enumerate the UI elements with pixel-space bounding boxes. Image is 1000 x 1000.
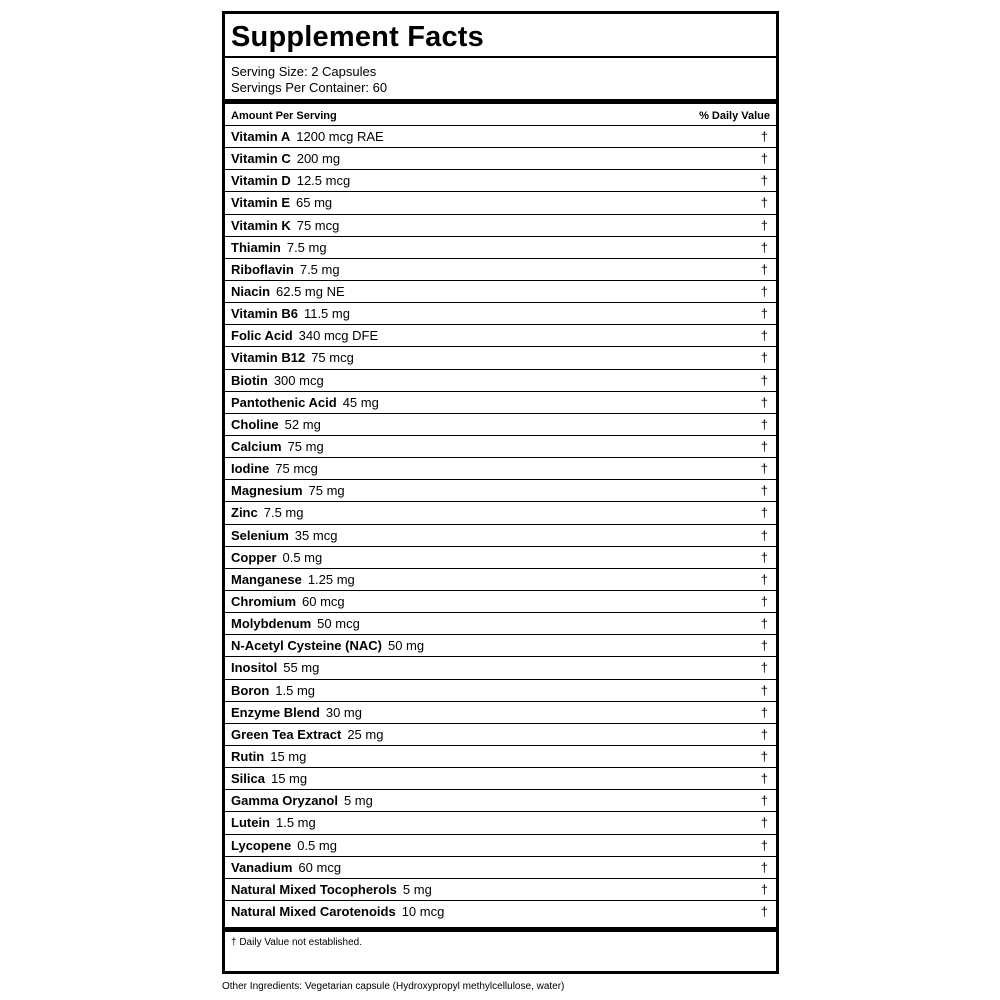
nutrient-name: Calcium — [231, 438, 282, 454]
daily-value-dagger: † — [760, 173, 768, 189]
daily-value-dagger: † — [760, 837, 768, 853]
serving-size: Serving Size: 2 Capsules — [231, 64, 377, 79]
nutrient-row — [225, 856, 776, 878]
nutrient-name: Biotin — [231, 372, 268, 388]
daily-value-dagger: † — [760, 616, 768, 632]
nutrient-name: Natural Mixed Tocopherols — [231, 881, 397, 897]
daily-value-dagger: † — [760, 394, 768, 410]
column-header — [231, 108, 770, 124]
daily-value-dagger: † — [760, 881, 768, 897]
nutrient-row — [225, 701, 776, 723]
nutrient-amount: 0.5 mg — [297, 837, 337, 853]
thick-divider-top — [225, 99, 776, 104]
nutrient-list — [225, 125, 776, 922]
supplement-facts-panel — [222, 11, 779, 974]
nutrient-row — [225, 789, 776, 811]
nutrient-name: Chromium — [231, 593, 296, 609]
thick-divider-bottom — [225, 927, 776, 932]
daily-value-dagger: † — [760, 483, 768, 499]
nutrient-row — [225, 413, 776, 435]
nutrient-amount: 15 mg — [270, 771, 308, 787]
nutrient-amount: 5 mg — [343, 793, 373, 809]
daily-value-dagger: † — [760, 217, 768, 233]
nutrient-name: Thiamin — [231, 239, 281, 255]
nutrient-amount: 5 mg — [402, 881, 432, 897]
daily-value-dagger: † — [760, 704, 768, 720]
daily-value-dagger: † — [760, 549, 768, 565]
nutrient-name: Vitamin B6 — [231, 306, 298, 322]
footnote: † Daily Value not established. — [231, 937, 363, 948]
daily-value-dagger: † — [760, 771, 768, 787]
nutrient-name: Gamma Oryzanol — [231, 793, 338, 809]
daily-value-dagger: † — [760, 261, 768, 277]
nutrient-row — [225, 679, 776, 701]
nutrient-amount: 15 mg — [270, 748, 307, 764]
nutrient-amount: 75 mg — [308, 483, 345, 499]
daily-value-dagger: † — [760, 527, 768, 543]
nutrient-amount: 75 mcg — [275, 461, 318, 477]
nutrient-amount: 1.5 mg — [275, 682, 316, 698]
nutrient-amount: 55 mg — [283, 660, 320, 676]
nutrient-name: Niacin — [231, 283, 271, 299]
nutrient-name: Vitamin C — [231, 151, 291, 167]
nutrient-row — [225, 258, 776, 280]
nutrient-name: Vanadium — [231, 859, 293, 875]
nutrient-amount: 60 mcg — [298, 859, 342, 875]
nutrient-amount: 35 mcg — [294, 527, 338, 543]
nutrient-name: Inositol — [231, 660, 278, 676]
nutrient-row — [225, 214, 776, 236]
daily-value-dagger: † — [760, 682, 768, 698]
nutrient-name: Manganese — [231, 571, 302, 587]
nutrient-name: Rutin — [231, 748, 265, 764]
daily-value-dagger: † — [760, 151, 768, 167]
nutrient-row — [225, 324, 776, 346]
nutrient-amount: 10 mcg — [401, 903, 445, 919]
nutrient-name: Copper — [231, 549, 277, 565]
nutrient-amount: 50 mg — [387, 638, 425, 654]
nutrient-amount: 11.5 mg — [303, 306, 350, 322]
nutrient-amount: 60 mcg — [302, 593, 345, 609]
daily-value-dagger: † — [760, 859, 768, 875]
nutrient-name: Zinc — [231, 505, 258, 521]
daily-value-dagger: † — [760, 593, 768, 609]
daily-value-label: % Daily Value — [699, 110, 770, 122]
nutrient-amount: 52 mg — [284, 416, 321, 432]
daily-value-dagger: † — [760, 350, 768, 366]
nutrient-name: Vitamin E — [231, 195, 291, 211]
nutrient-row — [225, 524, 776, 546]
nutrient-row — [225, 169, 776, 191]
nutrient-name: Enzyme Blend — [231, 704, 320, 720]
nutrient-row — [225, 834, 776, 856]
nutrient-name: Magnesium — [231, 483, 303, 499]
daily-value-dagger: † — [760, 438, 768, 454]
nutrient-row — [225, 391, 776, 413]
nutrient-row — [225, 723, 776, 745]
nutrient-name: Molybdenum — [231, 616, 312, 632]
nutrient-amount: 65 mg — [296, 195, 333, 211]
nutrient-row — [225, 302, 776, 324]
nutrient-row — [225, 147, 776, 169]
nutrient-row — [225, 501, 776, 523]
nutrient-row — [225, 878, 776, 900]
nutrient-amount: 30 mg — [325, 704, 362, 720]
daily-value-dagger: † — [760, 571, 768, 587]
nutrient-amount: 7.5 mg — [299, 261, 340, 277]
nutrient-name: N-Acetyl Cysteine (NAC) — [231, 638, 382, 654]
daily-value-dagger: † — [760, 129, 768, 144]
nutrient-row — [225, 435, 776, 457]
nutrient-amount: 62.5 mg NE — [276, 283, 345, 299]
nutrient-name: Selenium — [231, 527, 289, 543]
other-ingredients: Other Ingredients: Vegetarian capsule (Hydroxypropyl methylcellulose, water) — [222, 981, 565, 992]
nutrient-row — [225, 745, 776, 767]
nutrient-amount: 1.25 mg — [307, 571, 355, 587]
nutrient-row — [225, 634, 776, 656]
nutrient-row — [225, 656, 776, 678]
nutrient-row — [225, 280, 776, 302]
nutrient-row — [225, 369, 776, 391]
title-divider — [225, 56, 776, 58]
daily-value-dagger: † — [760, 793, 768, 809]
nutrient-amount: 75 mcg — [311, 350, 354, 366]
daily-value-dagger: † — [760, 239, 768, 255]
nutrient-amount: 75 mg — [287, 438, 324, 454]
nutrient-name: Vitamin K — [231, 217, 291, 233]
daily-value-dagger: † — [760, 505, 768, 521]
nutrient-row — [225, 346, 776, 368]
daily-value-dagger: † — [760, 461, 768, 477]
servings-per-container: Servings Per Container: 60 — [231, 80, 388, 95]
nutrient-name: Lycopene — [231, 837, 292, 853]
nutrient-amount: 200 mg — [296, 151, 341, 167]
nutrient-name: Vitamin D — [231, 173, 291, 189]
nutrient-name: Pantothenic Acid — [231, 394, 337, 410]
daily-value-dagger: † — [760, 638, 768, 654]
nutrient-row — [225, 612, 776, 634]
nutrient-amount: 0.5 mg — [282, 549, 323, 565]
serving-info — [231, 64, 387, 96]
daily-value-dagger: † — [760, 416, 768, 432]
nutrient-row — [225, 457, 776, 479]
nutrient-row — [225, 191, 776, 213]
nutrient-amount: 340 mcg DFE — [298, 328, 379, 344]
nutrient-amount: 75 mcg — [296, 217, 340, 233]
nutrient-amount: 12.5 mcg — [296, 173, 351, 189]
nutrient-name: Choline — [231, 416, 279, 432]
nutrient-row — [225, 568, 776, 590]
nutrient-row — [225, 767, 776, 789]
daily-value-dagger: † — [760, 660, 768, 676]
amount-per-serving-label: Amount Per Serving — [231, 110, 337, 122]
nutrient-amount: 50 mcg — [317, 616, 360, 632]
nutrient-name: Green Tea Extract — [231, 726, 342, 742]
nutrient-name: Natural Mixed Carotenoids — [231, 903, 396, 919]
daily-value-dagger: † — [760, 328, 768, 344]
nutrient-name: Vitamin A — [231, 129, 291, 144]
daily-value-dagger: † — [760, 815, 768, 831]
nutrient-name: Riboflavin — [231, 261, 294, 277]
nutrient-row — [225, 236, 776, 258]
nutrient-amount: 45 mg — [342, 394, 379, 410]
nutrient-row — [225, 125, 776, 147]
panel-title: Supplement Facts — [231, 21, 484, 53]
daily-value-dagger: † — [760, 283, 768, 299]
nutrient-name: Silica — [231, 771, 265, 787]
nutrient-row — [225, 811, 776, 833]
nutrient-amount: 300 mcg — [273, 372, 324, 388]
nutrient-amount: 1200 mcg RAE — [296, 129, 384, 144]
nutrient-name: Iodine — [231, 461, 270, 477]
daily-value-dagger: † — [760, 195, 768, 211]
nutrient-amount: 25 mg — [347, 726, 384, 742]
nutrient-row — [225, 546, 776, 568]
daily-value-dagger: † — [760, 306, 768, 322]
daily-value-dagger: † — [760, 903, 768, 919]
nutrient-name: Lutein — [231, 815, 270, 831]
daily-value-dagger: † — [760, 726, 768, 742]
daily-value-dagger: † — [760, 372, 768, 388]
nutrient-amount: 7.5 mg — [286, 239, 327, 255]
nutrient-amount: 1.5 mg — [276, 815, 316, 831]
daily-value-dagger: † — [760, 748, 768, 764]
nutrient-name: Folic Acid — [231, 328, 293, 344]
nutrient-row — [225, 479, 776, 501]
nutrient-name: Boron — [231, 682, 270, 698]
nutrient-amount: 7.5 mg — [263, 505, 304, 521]
nutrient-name: Vitamin B12 — [231, 350, 306, 366]
nutrient-row — [225, 590, 776, 612]
nutrient-row — [225, 900, 776, 922]
